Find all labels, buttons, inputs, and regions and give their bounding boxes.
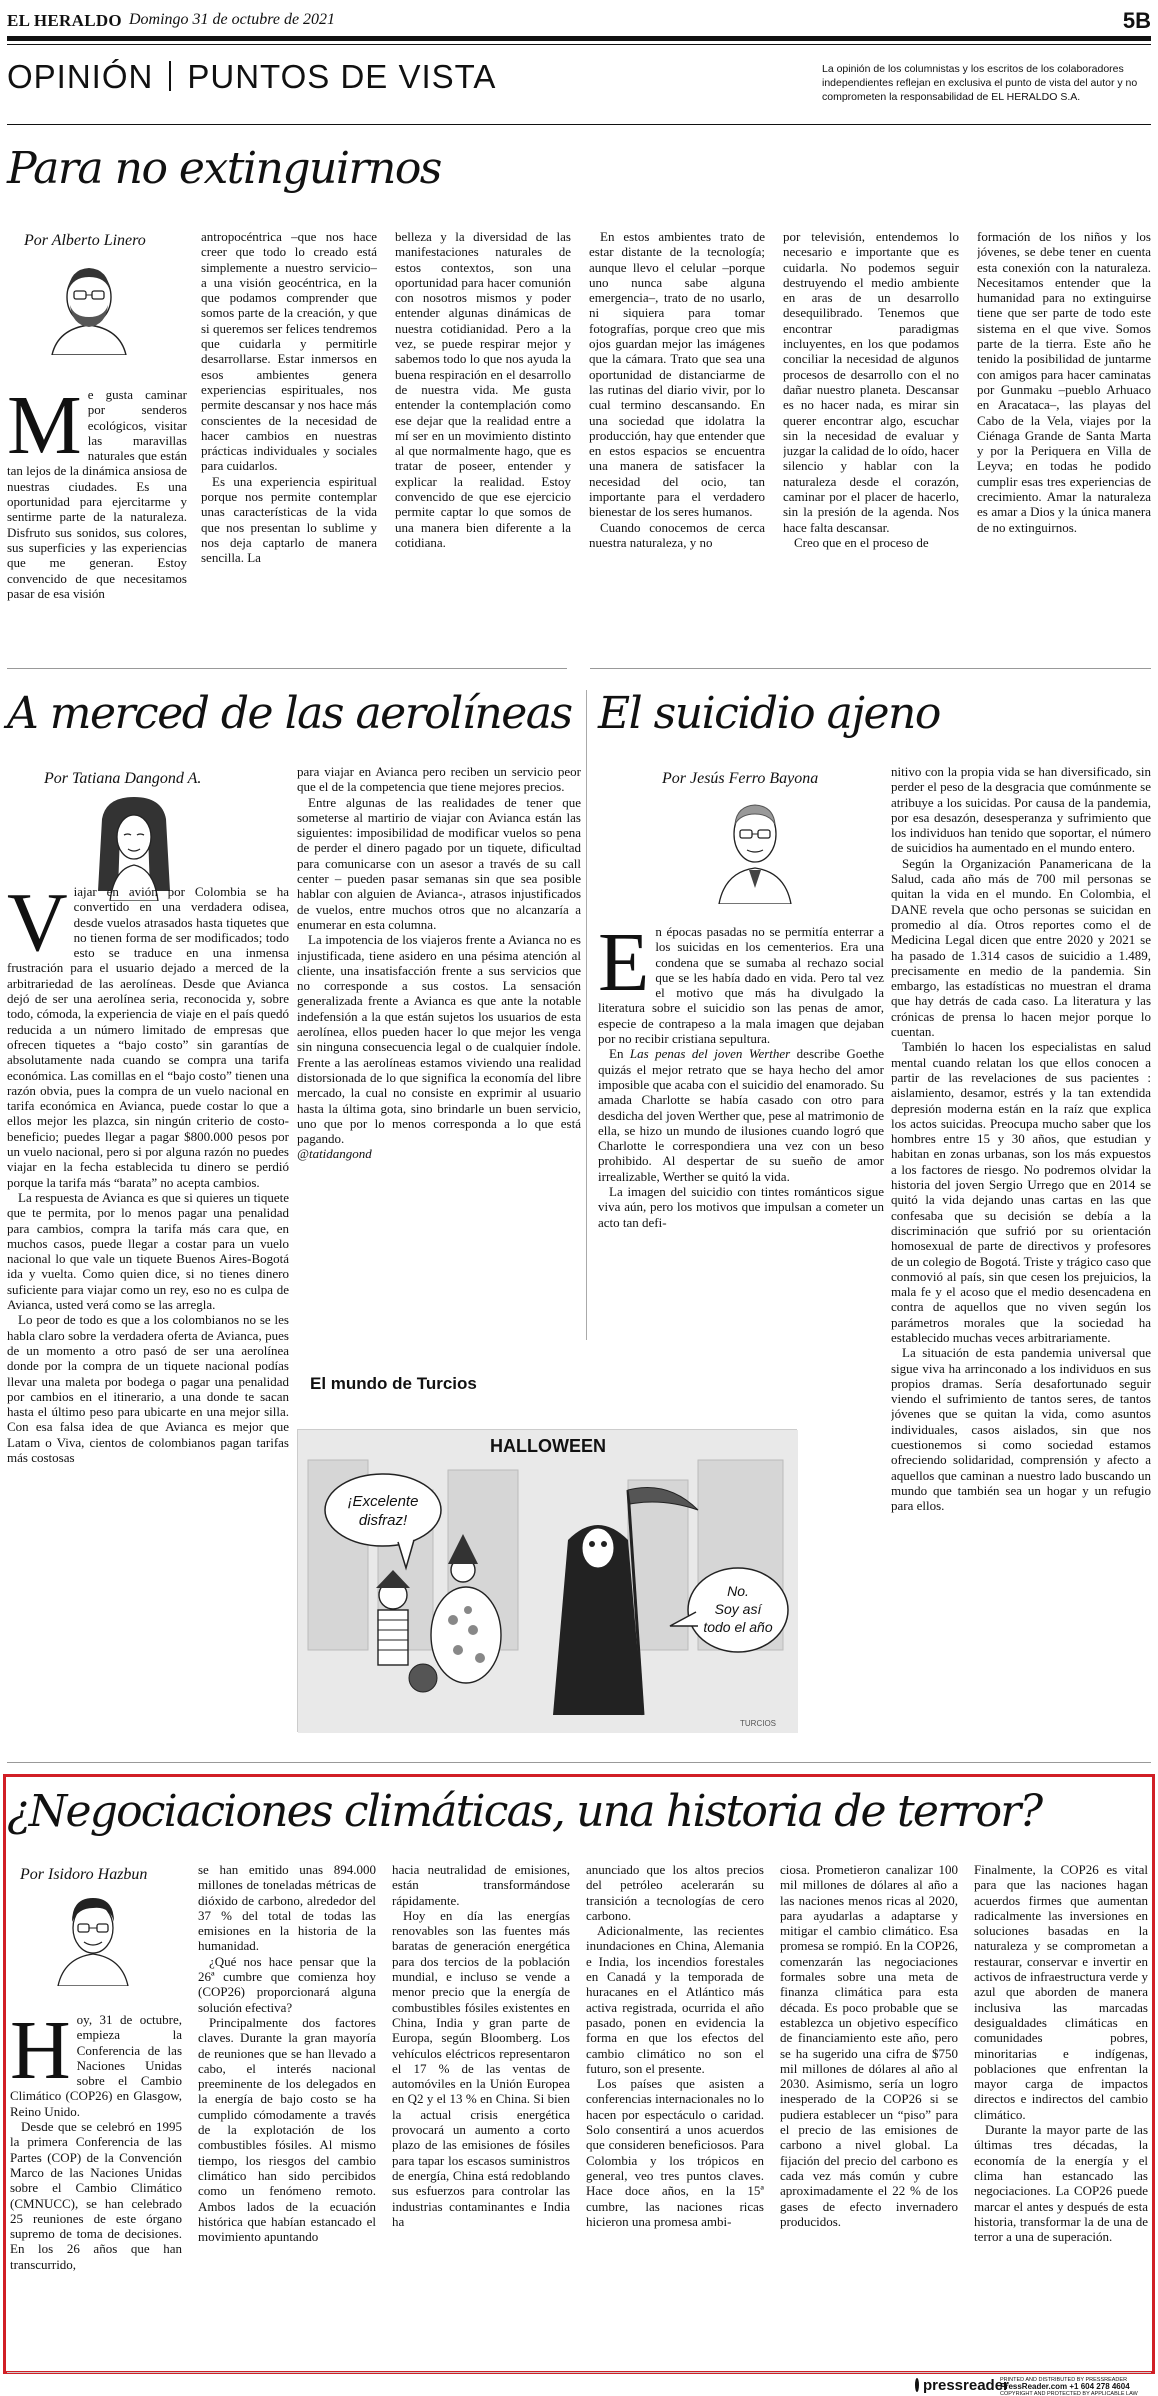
paragraph: La impotencia de los viajeros frente a Avianca no es injustificada, tiene asidero en una pésima atención al cliente, una insatisfacción frente a sus servicios que no corresponde a sus costos. La sensación generalizada frente a Avianca es que ante la notable indefensión a la que están sujetos los usuarios de esta aerolínea, ellos pueden hacer lo que mejor les venga sin ninguna consecuencia legal o de cualquier índole. Frente a las aerolíneas estamos viviendo una realidad distorsionada de lo que significa la economía del libre mercado, la cual no consiste en exprimir al usuario hasta la última gota, sino brindarle un buen servicio, uno que por lo menos corresponda a lo que está pagando. xyxy=(297,932,581,1147)
dropcap: V xyxy=(7,884,68,969)
paragraph: También lo hacen los especialistas en salud mental cuando relatan los que ellos conocen a partir de las revelaciones de sus pacientes : aislamiento, desamor, estrés y la tan extendida depresión moderna están en la raíz que explica los actos suicidas. Preocupa mucho saber que los hombres entre 15 y 30 años, que estudian y habitan en zonas urbanas, son los más expuestos a los factores de riesgo. No podremos olvidar la historia del joven Sergio Urrego que en 2014 se quitó la vida dejando unas cartas en las que confesaba que su decisión se debía a la discriminación que sufrió por su orientación homosexual de parte de directivos y profesores de un colegio de Bogotá. Triste y trágico caso que conmovió al país, sin que cesen los prejuicios, la mala fe y el acoso que el medio desencadena en contra de aquellos que no viven según los parámetros morales que la sociedad ha establecido muchas veces arbitrariamente. xyxy=(891,1039,1151,1345)
article-title: ¿Negociaciones climáticas, una historia de terror? xyxy=(7,1786,1042,1837)
newspaper-name: EL HERALDO xyxy=(7,11,122,30)
divider xyxy=(590,668,1151,669)
paragraph: En Las penas del joven Werther describe Goethe quizás el mejor retrato que se haya hecho del amor imposible que acaba con el suicidio del enamorado. Su amada Charlotte se había casado con otro para desdicha del joven Werther que, pese al matrimonio de ella, se hizo un mundo de ilusiones cuando logró que Charlotte le correspondiera una vez con un beso prohibido. Al despertar de su sueño de amor irrealizable, Werther se quitó la vida. xyxy=(598,1046,884,1184)
article-title: Para no extinguirnos xyxy=(7,143,441,194)
article-column xyxy=(201,229,377,675)
portrait-illustration xyxy=(48,255,130,355)
paragraph: formación de los niños y los jóvenes, se debe tener en cuenta esta conexión con la naturaleza. Necesitamos entender que la humanidad para no extinguirse tiene que ser parte de todo este sistema en el que vive. Somos parte de la tierra. Este año he tenido la posibilidad de juntarme con amigos para hacer caminatas por Gunmaku –pueblo Arhuaco en Aracataca–, las playas del Cabo de la Vela, viajes por la Ciénaga Grande de Santa Marta y por la Periquera en Villa de Leyva; en todas he podido cumplir esas tres experiencias de crecimiento. Amar la naturaleza es amar a Dios y la única manera de no extinguirnos. xyxy=(977,229,1151,535)
opinion-disclaimer: La opinión de los columnistas y los escritos de los colaboradores independientes reflejan en exclusiva el punto de vista del autor y no comprometen la responsabilidad de EL HERALDO S.A. xyxy=(822,63,1138,103)
section-rule xyxy=(7,124,1151,125)
svg-text:No.: No. xyxy=(727,1583,749,1599)
credit-line: PressReader.com +1 604 278 4604 xyxy=(1000,2381,1130,2391)
cartoon xyxy=(297,1429,797,1732)
article-column xyxy=(783,229,959,675)
paragraph: Finalmente, la COP26 es vital para que las naciones hagan acuerdos firmes que aumentan radicalmente las inversiones en soluciones basadas en la naturaleza y se comprometan a restaurar, conservar e invertir en activos de infraestructura verde y azul que aborden de manera inclusiva las marcadas desigualdades climáticas en comunidades pobres, minoritarias e indígenas, poblaciones que enfrentan la mayor carga de impactos directos e indirectos del cambio climático. xyxy=(974,1862,1148,2122)
paragraph: Lo peor de todo es que a los colombianos no se les habla claro sobre la verdadera oferta de Avianca, pues de un momento a otro pasó de ser una aerolínea donde por la compra de un tiquete nacional podías llevar una maleta por bodega o pagar una penalidad por cambios en el itinerario, a una donde te sacan hasta el último peso para ubicarte en una mejor silla. Con esa falsa idea de que Avianca es mejor que Latam o Viva, cientos de colombianos pagan tarifas más costosas xyxy=(7,1312,289,1465)
paragraph: La respuesta de Avianca es que si quieres un tiquete que te permita, por lo menos pagar una penalidad para cambios, compra la tarifa más cara que, en muchos casos, puede llegar a costar para un vuelo nacional lo que vale un tiquete Buenos Aires-Bogotá ida y vuelta. Como quien dice, si no tienes dinero suficiente para viajar como un rey, eso no es culpa de Avianca, usted verá como se las arregla. xyxy=(7,1189,289,1313)
pressreader-logo[interactable] xyxy=(915,2376,1009,2394)
pressreader-credit xyxy=(1000,2377,1155,2396)
article-byline: Por Isidoro Hazbun xyxy=(20,1866,148,1883)
portrait-illustration xyxy=(711,792,799,904)
paragraph: Los países que asisten a conferencias internacionales no lo hacen por espectáculo o caridad. Solo consentirá a unos acuerdos que consideren beneficiosos. Para Colombia y los trópicos en general, veo tres puntos claves. Hace doce años, en la 15ª cumbre, las naciones ricas hicieron una promesa ambi- xyxy=(586,2076,764,2229)
paragraph: Hoy en día las energías renovables son las fuentes más baratas de generación energética para dos tercios de la población mundial, e incluso se vende a menor precio que la energía de combustibles fósiles existentes en China, India y gran parte de Europa, según Bloomberg. Los vehículos eléctricos representaron el 17 % de las ventas de automóviles en la Unión Europea en Q2 y el 13 % en China. Si bien la actual crisis energética provocará un aumento a corto plazo de las emisiones de fósiles para tapar los escasos suministros de energía, China está redoblando sus esfuerzos para controlar las industrias contaminantes e India ha xyxy=(392,1907,570,2229)
section-left: OPINIÓN xyxy=(7,58,154,95)
article-column xyxy=(589,229,765,675)
dropcap: M xyxy=(7,387,82,472)
paragraph: En estos ambientes trato de estar distante de la tecnología; aunque llevo el celular –porque uno nunca sabe alguna emergencia–, trato de no usarlo, ni siquiera para tomar fotografías, porque creo que mis ojos guardan mejor las imágenes que la cámara. Trato que sea una oportunidad de distanciarme de las rutinas del diario vivir, por lo cual termino descansando. En una sociedad que idolatra la producción, hay que entender que en estos espacios se encuentra una manera de satisfacer la necesidad del ocio, tan importante para el verdadero bienestar de los seres humanos. xyxy=(589,229,765,520)
article-title: A merced de las aerolíneas xyxy=(7,688,572,739)
paragraph: ¿Qué nos hace pensar que la 26ª cumbre que comienza hoy (COP26) proporcionará alguna solución efectiva? xyxy=(198,1953,376,2015)
masthead-rule-thin xyxy=(7,44,1151,45)
author-portrait xyxy=(48,255,130,355)
paragraph: iajar en avión por Colombia se ha convertido en una verdadera odisea, desde vuelos atrasados hasta tiquetes que no tienen forma de ser modificados; todo esto se traduce en una inmensa frustración para el usuario dejado a merced de la arbitrariedad de las aerolíneas. Desde que Avianca dejó de ser una aerolínea seria, reconocida y, sobre todo, cómoda, la experiencia de viaje en el país quedó reducida a un número limitado de empresas que ofrecen tiquetes a “bajo costo” sin garantías de absolutamente nada cuando se compra una tarifa económica. Las comillas en el “bajo costo” tienen una razón obvia, pues la compra de un vuelo nacional en tarifa económica en Avianca, puede costar lo que a ellos mejor les plazca, sin ningún criterio de costo-beneficio; puedes llegar a pagar $800.000 pesos por un vuelo nacional, pero si por alguna razón no puedes viajar en la fecha establecida tu dinero se perdió porque la tarifa más “barata” no acepta cambios. xyxy=(7,884,289,1190)
paragraph: antropocéntrica –que nos hace creer que todo lo creado está simplemente a nuestro servicio– a una visión geocéntrica, en la que podamos comprender que somos parte de la creación, y que si queremos ser felices tendremos que cuidarla y permitirle desarrollarse. Estar inmersos en esos ambientes genera experiencias espirituales, nos permite descansar y nos hace más conscientes de la necesidad de hacer cambios en nuestras prácticas individuales y sociales para cuidarlos. xyxy=(201,229,377,474)
svg-text:todo el año: todo el año xyxy=(703,1619,773,1635)
article-column xyxy=(7,387,187,675)
article-byline: Por Tatiana Dangond A. xyxy=(44,770,202,787)
cartoon-signature: TURCIOS xyxy=(740,1719,776,1728)
paragraph: ciosa. Prometieron canalizar 100 mil millones de dólares al año a las naciones menos ricas al 2020, para ayudarlas a adaptarse y mitigar el cambio climático. Esa promesa se rompió. En la COP26, comenzarán las negociaciones formales sobre una meta de finanza climática para esta década. Es poco probable que se establezca un objetivo específico de financiamiento este año, pero se ha sugerido una cifra de $750 mil millones de dólares al año al 2030. Asimismo, sería un logro inesperado de la COP26 si se pudiera establecer un “piso” para el precio de las emisiones de carbono a nivel global. La fijación del precio del carbono es cada vez más común y cubre aproximadamente el 22 % de los gases de efecto invernadero producidos. xyxy=(780,1862,958,2229)
svg-text:Soy así: Soy así xyxy=(714,1601,762,1617)
paragraph: para viajar en Avianca pero reciben un servicio peor que el de la competencia que tiene mejores precios. xyxy=(297,764,581,795)
article-byline: Por Alberto Linero xyxy=(24,232,146,249)
paragraph: Según la Organización Panamericana de la Salud, cada año más de 700 mil personas se quitan la vida en el mundo. En Colombia, el DANE revela que ocho personas se suicidan en promedio al día. Otros reportes como el de Medicina Legal dicen que entre 2020 y 2021 se ha pasado de 1.314 casos de suicidio a 1.489, precisamente en medio de la pandemia. Sin embargo, las estadísticas no muestran el drama que hay detrás de cada caso. La literatura y las crónicas de prensa lo hacen mejor porque lo cuentan. xyxy=(891,855,1151,1040)
article-column xyxy=(598,924,884,1342)
article-column xyxy=(891,764,1151,1746)
paragraph: por televisión, entendemos lo necesario e importante que es cuidarla. No podemos seguir destruyendo el medio ambiente en aras de un desarrollo desequilibrado. Tenemos que encontrar paradigmas incluyentes, en los que podamos conciliar la necesidad de algunos procesos de desarrollo con el no dañar nuestro planeta. Descansar es no hacer nada, es mirar sin querer encontrar algo, escuchar sin la necesidad de evaluar y juzgar la calidad de lo oído, hacer silencio y hablar con la naturaleza desde el corazón, caminar por el placer de hacerlo, sin la presión de la agenda. Nos hace falta descansar. xyxy=(783,229,959,535)
paragraph: Cuando conocemos de cerca nuestra naturaleza, y no xyxy=(589,519,765,550)
masthead xyxy=(7,8,1151,34)
article-column xyxy=(7,884,289,1706)
cartoon-banner: HALLOWEEN xyxy=(490,1436,606,1456)
article-column xyxy=(297,764,581,1342)
paragraph: belleza y la diversidad de las manifestaciones naturales de estos contextos, son una oportunidad para hacer comunión con nosotros mismos y poder entender algunas dinámicas de nuestra cotidianidad. Pero a la vez, se puede respirar mejor y sabemos todo lo que nos ayuda la buena respiración en el desarrollo de nuestra vida. Me gusta entender la contemplación como ese dejar que la realidad entre a mí ser en un movimiento distinto al que normalmente hago, que es tratar de poseer, entender y explicar la realidad. Estoy convencido de que ese ejercicio permite captar lo que somos de una manera bien diferente a la cotidiana. xyxy=(395,229,571,550)
halloween-cartoon-drawing xyxy=(298,1430,798,1733)
section-separator xyxy=(169,61,171,91)
cartoon-section-title: El mundo de Turcios xyxy=(310,1374,477,1393)
svg-text:disfraz!: disfraz! xyxy=(358,1512,408,1529)
author-handle[interactable]: @tatidangond xyxy=(297,1146,372,1162)
article-byline: Por Jesús Ferro Bayona xyxy=(662,770,819,787)
credit-line: PRINTED AND DISTRIBUTED BY PRESSREADER xyxy=(1000,2377,1128,2383)
paragraph: nitivo con la propia vida se han diversificado, sin perder el peso de la desgracia que comúnmente se atribuye a los suicidas. Por causa de la pandemia, por esa desazón, desesperanza y sufrimiento que los individuos han tenido que soportar, el número de suicidios ha aumentado en el mundo entero. xyxy=(891,764,1151,856)
paragraph: La imagen del suicidio con tintes románticos sigue viva aún, pero los motivos que impulsan a cometer un acto tan defi- xyxy=(598,1184,884,1230)
author-portrait xyxy=(50,1888,136,1986)
paragraph: hacia neutralidad de emisiones, están transformándose rápidamente. xyxy=(392,1862,570,1908)
dropcap: H xyxy=(10,2012,71,2097)
article-column xyxy=(977,229,1151,675)
paragraph: Entre algunas de las realidades de tener que someterse al martirio de viajar con Avianca están las siguientes: imposibilidad de modificar vuelos so pena de perder el dinero pagado por un tiquete, dificultad para comunicarse con un asesor a través de su call center – pueden pasar semanas sin que sea posible hablar con alguien de Avianca-, atrasos injustificados de vuelos, entre muchos otros que no alcanzaría a enumerar en esta columna. xyxy=(297,794,581,932)
paragraph: anunciado que los altos precios del petróleo acelerarán su transición a tecnologías de cero carbono. xyxy=(586,1862,764,1923)
article-column xyxy=(198,1862,376,2362)
article-column xyxy=(586,1862,764,2362)
author-portrait xyxy=(711,792,799,904)
divider xyxy=(7,1762,1151,1763)
section-right: PUNTOS DE VISTA xyxy=(187,58,497,95)
column-divider xyxy=(586,690,587,1340)
divider xyxy=(7,668,567,669)
portrait-illustration xyxy=(50,1888,136,1986)
page-number: 5B xyxy=(1122,8,1151,33)
article-column xyxy=(395,229,571,675)
article-title: El suicidio ajeno xyxy=(598,688,940,739)
paragraph: La situación de esta pandemia universal que sigue viva ha arrinconado a los individuos en sus propios dramas. Sería desafortunado seguir viendo el sufrimiento de tantos seres, de tantos jóvenes que se quitan la vida, como asuntos individuales, casos aislados, sin que nos cuestionemos si como sociedad estamos ofreciendo solidaridad, comprensión y afecto a aquellos que caminan a nuestro lado buscando un mundo que también sea un hogar y un refugio para ellos. xyxy=(891,1345,1151,1514)
pressreader-wordmark: pressreader xyxy=(923,2376,1009,2394)
paragraph: Desde que se celebró en 1995 la primera Conferencia de las Partes (COP) de la Convención Marco de las Naciones Unidas sobre el Cambio Climático (CMNUCC), se han celebrado 25 reuniones de este órgano supremo de toma de decisiones. En los 26 años que han transcurrido, xyxy=(10,2119,182,2272)
svg-text:¡Excelente: ¡Excelente xyxy=(347,1493,419,1510)
paragraph: Principalmente dos factores claves. Durante la gran mayoría de reuniones que se han llevado a cabo, el interés nacional preeminente de los delegados en la energía de bajo costo se ha cumplido cómodamente a través de la explotación de los combustibles fósiles. Al mismo tiempo, los riesgos del cambio climático han sido percibidos como un fenómeno remoto. Ambos lados de la ecuación histórica que habían estancado el movimiento apuntando xyxy=(198,2014,376,2245)
article-column xyxy=(974,1862,1148,2362)
credit-line: COPYRIGHT AND PROTECTED BY APPLICABLE LAW xyxy=(1000,2391,1138,2396)
masthead-rule xyxy=(7,36,1151,41)
article-column xyxy=(10,2012,182,2362)
paragraph: Adicionalmente, las recientes inundaciones en China, Alemania e India, los incendios forestales en Canadá y la temporada de huracanes en el Atlántico más activa registrada, ocurrida el año pasado, ponen en evidencia la forma en que los efectos del cambio climático no son el futuro, son el presente. xyxy=(586,1923,764,2076)
paragraph: se han emitido unas 894.000 millones de toneladas métricas de dióxido de carbono, alrededor del 37 % del total de todas las emisiones en la historia de la humanidad. xyxy=(198,1862,376,1954)
footer-rule xyxy=(7,2372,1151,2373)
section-title xyxy=(7,58,496,102)
paragraph: e gusta caminar por senderos ecológicos, visitar las maravillas naturales que están tan lejos de la dinámica ansiosa de nuestras ciudades. Es una oportunidad para ejercitarme y sentirme parte de la naturaleza. Disfruto sus sonidos, sus colores, sus superficies y las experiencias que me generan. Estoy convencido de que necesitamos pasar de esa visión xyxy=(7,387,187,601)
article-column xyxy=(780,1862,958,2362)
pressreader-icon xyxy=(915,2378,919,2392)
paragraph: Creo que en el proceso de xyxy=(794,534,929,550)
dropcap: E xyxy=(598,924,650,1009)
paragraph: oy, 31 de octubre, empieza la Conferencia de las Naciones Unidas sobre el Cambio Climático (COP26) en Glasgow, Reino Unido. xyxy=(10,2012,182,2119)
paragraph: Durante la mayor parte de las últimas tres décadas, la economía de la energía y el clima han estancado las negociaciones. La COP26 puede marcar el antes y después de esta historia, transformar la de una de terror a una de superación. xyxy=(974,2122,1148,2245)
paragraph: Es una experiencia espiritual porque nos permite contemplar unas características de la vida que nos presentan lo sublime y nos deja captarlo de manera sencilla. La xyxy=(201,473,377,566)
issue-date: Domingo 31 de octubre de 2021 xyxy=(129,11,336,28)
paragraph: n épocas pasadas no se permitía enterrar a los suicidas en los cementerios. Era una condena que se sumaba al rechazo social que se les había dado en vida. Pero tal vez el motivo que más ha divulgado la literatura sobre el suicidio son las penas de amor, especie de contrapeso a la mala imagen que dejaban por no recibir cristiana sepultura. xyxy=(598,924,884,1047)
article-column xyxy=(392,1862,570,2362)
